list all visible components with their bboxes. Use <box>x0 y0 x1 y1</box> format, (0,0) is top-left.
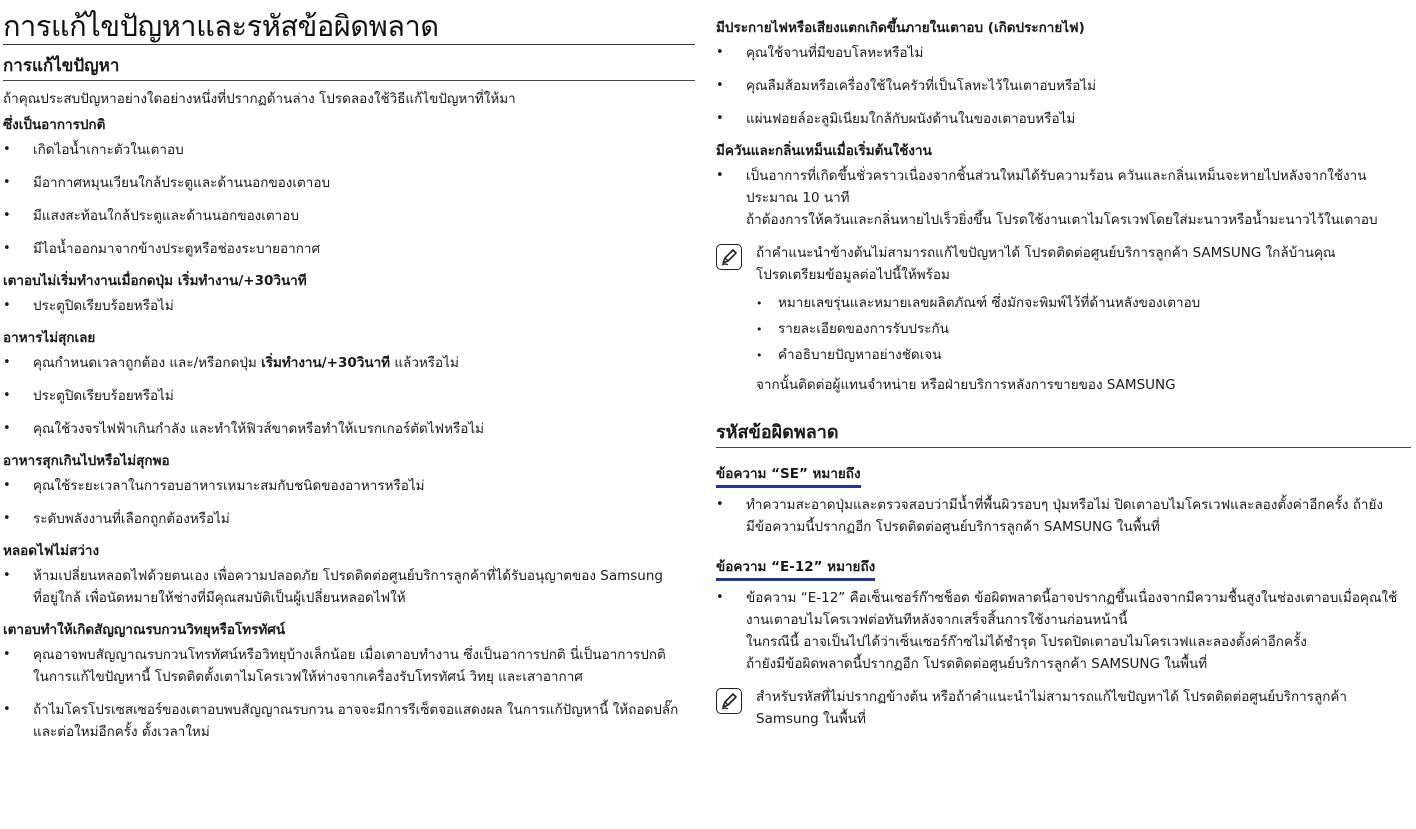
normal-symptoms-list <box>3 139 695 260</box>
interference-heading: เตาอบทำให้เกิดสัญญาณรบกวนวิทยุหรือโทรทัศน์ <box>3 622 286 638</box>
not-cooked-heading: อาหารไม่สุกเลย <box>3 330 96 346</box>
overcooked-list <box>3 475 695 530</box>
list-item: • คุณใช้ระยะเวลาในการอบอาหารเหมาะสมกับชนิดของอาหารหรือไม่ <box>3 475 695 497</box>
bullet: • <box>716 45 724 60</box>
right-column <box>716 0 1411 736</box>
bullet: • <box>3 298 11 313</box>
list-item: • คุณใช้จานที่มีขอบโลหะหรือไม่ <box>716 42 1411 64</box>
bullet: • <box>756 323 763 336</box>
error-code-note: สำหรับรหัสที่ไม่ปรากฏข้างต้น หรือถ้าคำแนะนำไม่สามารถแก้ไขปัญหาได้ โปรดติดต่อศูนย์บริการลูกค้า Samsung ในพื้นที่ <box>716 686 1411 730</box>
wont-start-heading: เตาอบไม่เริ่มทำงานเมื่อกดปุ่ม เริ่มทำงาน/+30วินาที <box>3 273 307 289</box>
list-item: • คุณลืมส้อมหรือเครื่องใช้ในครัวที่เป็นโลหะไว้ในเตาอบหรือไม่ <box>716 75 1411 97</box>
list-item: • มีอากาศหมุนเวียนใกล้ประตูและด้านนอกของเตาอบ <box>3 172 695 194</box>
smoke-heading: มีควันและกลิ่นเหม็นเมื่อเริ่มต้นใช้งาน <box>716 143 932 159</box>
bullet: • <box>3 142 11 157</box>
bullet: • <box>716 168 724 183</box>
list-item: • คำอธิบายปัญหาอย่างชัดเจน <box>756 344 1411 366</box>
bullet: • <box>3 568 11 583</box>
list-item: • มีไอน้ำออกมาจากข้างประตูหรือช่องระบายอากาศ <box>3 238 695 260</box>
service-info-list <box>756 292 1411 366</box>
normal-symptoms-heading: ซึ่งเป็นอาการปกติ <box>3 117 106 133</box>
troubleshooting-section-title: การแก้ไขปัญหา <box>3 55 695 81</box>
list-item: • หมายเลขรุ่นและหมายเลขผลิตภัณฑ์ ซึ่งมักจะพิมพ์ไว้ที่ด้านหลังของเตาอบ <box>756 292 1411 314</box>
list-item: • คุณกำหนดเวลาถูกต้อง และ/หรือกดปุ่ม เริ่มทำงาน/+30วินาที แล้วหรือไม่ <box>3 352 695 374</box>
bullet: • <box>3 355 11 370</box>
bullet: • <box>716 497 724 512</box>
e12-list <box>716 587 1411 675</box>
service-note: ถ้าคำแนะนำข้างต้นไม่สามารถแก้ไขปัญหาได้ โปรดติดต่อศูนย์บริการลูกค้า SAMSUNG ใกล้บ้านคุณ โปรดเตรียมข้อมูลต่อไปนี้ให้พร้อม <box>716 242 1411 286</box>
note-pencil-icon <box>716 688 742 714</box>
se-list <box>716 494 1411 538</box>
start-button-reference: เริ่มทำงาน/+30วินาที <box>261 355 391 371</box>
se-heading: ข้อความ “SE” หมายถึง <box>716 464 861 488</box>
left-column <box>3 0 695 754</box>
overcooked-heading: อาหารสุกเกินไปหรือไม่สุกพอ <box>3 453 170 469</box>
spark-list <box>716 42 1411 130</box>
list-item: • ถ้าไมโครโปรเซสเซอร์ของเตาอบพบสัญญาณรบกวน อาจจะมีการรีเซ็ตจอแสดงผล ในการแก้ปัญหานี้ ให้ถอดปลั๊ก และต่อใหม่อีกครั้ง ตั้งเวลาใหม่ <box>3 699 695 743</box>
interference-list <box>3 644 695 743</box>
bullet: • <box>716 590 724 605</box>
bullet: • <box>3 478 11 493</box>
list-item: • รายละเอียดของการรับประกัน <box>756 318 1411 340</box>
bullet: • <box>3 208 11 223</box>
smoke-list <box>716 165 1411 231</box>
service-closing: จากนั้นติดต่อผู้แทนจำหน่าย หรือฝ่ายบริการหลังการขายของ SAMSUNG <box>756 377 1176 393</box>
bullet: • <box>3 241 11 256</box>
bullet: • <box>756 349 763 362</box>
bullet: • <box>716 111 724 126</box>
error-codes-section-title: รหัสข้อผิดพลาด <box>716 422 1411 448</box>
list-item: • ข้อความ “E-12” คือเซ็นเซอร์ก๊าซช็อต ข้อผิดพลาดนี้อาจปรากฏขึ้นเนื่องจากมีความชื้นสูงในช่องเตาอบเมื่อคุณใช้ งานเตาอบไมโครเวฟต่อทันทีหลังจากเสร็จสิ้นการใช้งานก่อนหน้านี้ ในกรณีนี้ อาจเป็นไปได้ว่าเซ็นเซอร์ก๊าซไม่ได้ชำรุด โปรดปิดเตาอบไมโครเวฟและลองตั้งค่าอีกครั้ง ถ้ายังมีข้อผิดพลาดนี้ปรากฏอีก โปรดติดต่อศูนย์บริการลูกค้า SAMSUNG ในพื้นที่ <box>716 587 1411 675</box>
list-item: • ทำความสะอาดปุ่มและตรวจสอบว่ามีน้ำที่พื้นผิวรอบๆ ปุ่มหรือไม่ ปิดเตาอบไมโครเวฟและลองตั้งค่าอีกครั้ง ถ้ายัง มีข้อความนี้ปรากฏอีก โปรดติดต่อศูนย์บริการลูกค้า SAMSUNG ในพื้นที่ <box>716 494 1411 538</box>
list-item: • ห้ามเปลี่ยนหลอดไฟด้วยตนเอง เพื่อความปลอดภัย โปรดติดต่อศูนย์บริการลูกค้าที่ได้รับอนุญาตของ Samsung ที่อยู่ใกล้ เพื่อนัดหมายให้ช่างที่มีคุณสมบัติเป็นผู้เปลี่ยนหลอดไฟให้ <box>3 565 695 609</box>
list-item: • ประตูปิดเรียบร้อยหรือไม่ <box>3 295 695 317</box>
bullet: • <box>3 511 11 526</box>
bullet: • <box>3 388 11 403</box>
lamp-list <box>3 565 695 609</box>
not-cooked-list <box>3 352 695 440</box>
note-pencil-icon <box>716 244 742 270</box>
lamp-heading: หลอดไฟไม่สว่าง <box>3 543 100 559</box>
troubleshooting-intro: ถ้าคุณประสบปัญหาอย่างใดอย่างหนึ่งที่ปรากฏด้านล่าง โปรดลองใช้วิธีแก้ไขปัญหาที่ให้มา <box>3 91 516 107</box>
e12-heading: ข้อความ “E-12” หมายถึง <box>716 557 875 581</box>
page-title: การแก้ไขปัญหาและรหัสข้อผิดพลาด <box>3 8 695 45</box>
list-item: • มีแสงสะท้อนใกล้ประตูและด้านนอกของเตาอบ <box>3 205 695 227</box>
service-info-list-wrap <box>756 292 1411 366</box>
wont-start-list <box>3 295 695 317</box>
list-item: • เป็นอาการที่เกิดขึ้นชั่วคราวเนื่องจากชิ้นส่วนใหม่ได้รับความร้อน ควันและกลิ่นเหม็นจะหายไปหลังจากใช้งาน ประมาณ 10 นาที ถ้าต้องการให้ควันและกลิ่นหายไปเร็วยิ่งขึ้น โปรดใช้งานเตาไมโครเวฟโดยใส่มะนาวหรือน้ำมะนาวไว้ในเตาอบ <box>716 165 1411 231</box>
list-item: • คุณอาจพบสัญญาณรบกวนโทรทัศน์หรือวิทยุบ้างเล็กน้อย เมื่อเตาอบทำงาน ซึ่งเป็นอาการปกติ นี่เป็นอาการปกติ ในการแก้ไขปัญหานี้ โปรดติดตั้งเตาไมโครเวฟให้ห่างจากเครื่องรับโทรทัศน์ วิทยุ และเสาอากาศ <box>3 644 695 688</box>
bullet: • <box>3 421 11 436</box>
bullet: • <box>3 647 11 662</box>
list-item: • คุณใช้วงจรไฟฟ้าเกินกำลัง และทำให้ฟิวส์ขาดหรือทำให้เบรกเกอร์ตัดไฟหรือไม่ <box>3 418 695 440</box>
list-item: • ประตูปิดเรียบร้อยหรือไม่ <box>3 385 695 407</box>
bullet: • <box>3 175 11 190</box>
list-item: • ระดับพลังงานที่เลือกถูกต้องหรือไม่ <box>3 508 695 530</box>
spark-heading: มีประกายไฟหรือเสียงแตกเกิดขึ้นภายในเตาอบ (เกิดประกายไฟ) <box>716 20 1085 36</box>
bullet: • <box>716 78 724 93</box>
bullet: • <box>3 702 11 717</box>
list-item: • แผ่นฟอยล์อะลูมิเนียมใกล้กับผนังด้านในของเตาอบหรือไม่ <box>716 108 1411 130</box>
list-item: • เกิดไอน้ำเกาะตัวในเตาอบ <box>3 139 695 161</box>
bullet: • <box>756 297 763 310</box>
